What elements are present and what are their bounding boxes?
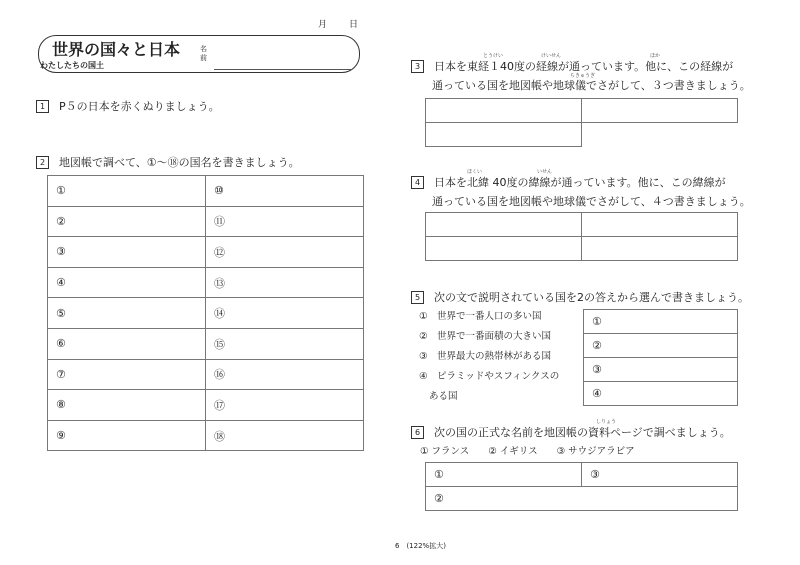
ruby-text: けいせん (541, 53, 562, 59)
question-number: 2 (36, 156, 49, 169)
page-title: 世界の国々と日本 (52, 40, 181, 59)
ruby-text: ほか (650, 53, 661, 59)
answer-table-q6 (425, 462, 738, 511)
answer-cell[interactable] (426, 237, 582, 261)
answer-cell[interactable] (426, 99, 582, 123)
question-text: 地図帳で調べて、①～⑱の国名を書きましょう。 (59, 156, 300, 169)
answer-cell[interactable]: ⑫ (206, 237, 364, 268)
question-number: 5 (411, 291, 424, 304)
country-choices: ① フランス ② イギリス ③ サウジアラビア (420, 446, 635, 457)
answer-cell[interactable]: ⑮ (206, 328, 364, 359)
list-item: ③ 世界最大の熱帯林がある国 (419, 351, 552, 362)
answer-cell[interactable]: ⑪ (206, 206, 364, 237)
question-number: 4 (411, 176, 424, 189)
answer-table-q4 (425, 212, 738, 261)
question-text-line2: 通っている国を地図帳や地球儀でさがして、４つ書きましょう。 (432, 195, 751, 208)
ruby-text: ほくい (467, 169, 483, 175)
answer-cell[interactable]: ② (426, 487, 738, 511)
answer-cell[interactable] (426, 213, 582, 237)
answer-cell[interactable] (582, 237, 738, 261)
answer-cell[interactable]: ⑨ (48, 420, 206, 451)
ruby-text: ちきゅうぎ (570, 73, 596, 79)
description-list (419, 307, 559, 407)
table-row (48, 328, 364, 359)
name-field[interactable] (214, 69, 352, 70)
list-item: ① 世界で一番人口の多い国 (419, 311, 542, 322)
question-5 (411, 289, 749, 305)
answer-cell[interactable]: ④ (584, 382, 738, 406)
question-text: 次の文で説明されている国を2の答えから選んで書きましょう。 (434, 291, 749, 304)
answer-cell[interactable]: ⑩ (206, 176, 364, 207)
answer-cell[interactable]: ③ (584, 358, 738, 382)
table-row (48, 390, 364, 421)
question-text-line1: 日本を北緯 40度の緯線が通っています。他に、この緯線が (434, 176, 726, 189)
list-item: ある国 (429, 391, 458, 402)
question-6 (411, 424, 731, 440)
answer-cell[interactable]: ① (426, 463, 582, 487)
empty-cell (582, 123, 738, 147)
question-number: 6 (411, 426, 424, 439)
answer-cell[interactable] (582, 99, 738, 123)
question-text-line2: 通っている国を地図帳や地球儀でさがして、３つ書きましょう。 (432, 79, 751, 92)
question-text: P５の日本を赤くぬりましょう。 (59, 100, 220, 113)
unit-subtitle: わたしたちの国土 (40, 61, 104, 70)
question-number: 3 (411, 60, 424, 73)
answer-cell[interactable]: ④ (48, 267, 206, 298)
list-item: ② 世界で一番面積の大きい国 (419, 331, 552, 342)
date-field (318, 17, 380, 30)
answer-cell[interactable]: ⑥ (48, 328, 206, 359)
answer-cell[interactable]: ① (48, 176, 206, 207)
answer-table-q3 (425, 98, 738, 147)
answer-cell[interactable]: ⑤ (48, 298, 206, 329)
country-name-table (47, 175, 364, 451)
table-row (48, 206, 364, 237)
day-label: 日 (349, 20, 359, 30)
answer-cell[interactable]: ③ (48, 237, 206, 268)
ruby-text: しりょう (596, 419, 617, 425)
question-number: 1 (36, 100, 49, 113)
answer-cell[interactable]: ⑦ (48, 359, 206, 390)
answer-cell[interactable]: ⑰ (206, 390, 364, 421)
answer-cell[interactable]: ⑭ (206, 298, 364, 329)
answer-cell[interactable]: ③ (582, 463, 738, 487)
table-row (48, 298, 364, 329)
answer-cell[interactable]: ⑯ (206, 359, 364, 390)
answer-cell[interactable]: ⑧ (48, 390, 206, 421)
answer-cell[interactable]: ⑬ (206, 267, 364, 298)
page-footer: 6 (122%拡大) (395, 542, 446, 550)
table-row (48, 237, 364, 268)
table-row (48, 359, 364, 390)
answer-cell[interactable]: ⑱ (206, 420, 364, 451)
month-label: 月 (318, 20, 328, 30)
ruby-text: いせん (537, 169, 553, 175)
name-label: 名前 (200, 45, 207, 62)
answer-cell[interactable] (426, 123, 582, 147)
answer-cell[interactable]: ① (584, 310, 738, 334)
list-item: ④ ピラミッドやスフィンクスの (419, 371, 560, 382)
ruby-text: とうけい (483, 53, 504, 59)
table-row (48, 267, 364, 298)
table-row (48, 176, 364, 207)
answer-cell[interactable] (582, 213, 738, 237)
question-1 (36, 98, 220, 114)
question-text: 次の国の正式な名前を地図帳の資料ページで調べましょう。 (434, 426, 731, 439)
question-4 (411, 174, 726, 190)
question-text-line1: 日本を東経１40度の経線が通っています。他に、この経線が (434, 60, 734, 73)
question-2 (36, 154, 300, 170)
table-row (48, 420, 364, 451)
answer-cell[interactable]: ② (584, 334, 738, 358)
answer-cell[interactable]: ② (48, 206, 206, 237)
answer-table-q5 (583, 309, 738, 406)
